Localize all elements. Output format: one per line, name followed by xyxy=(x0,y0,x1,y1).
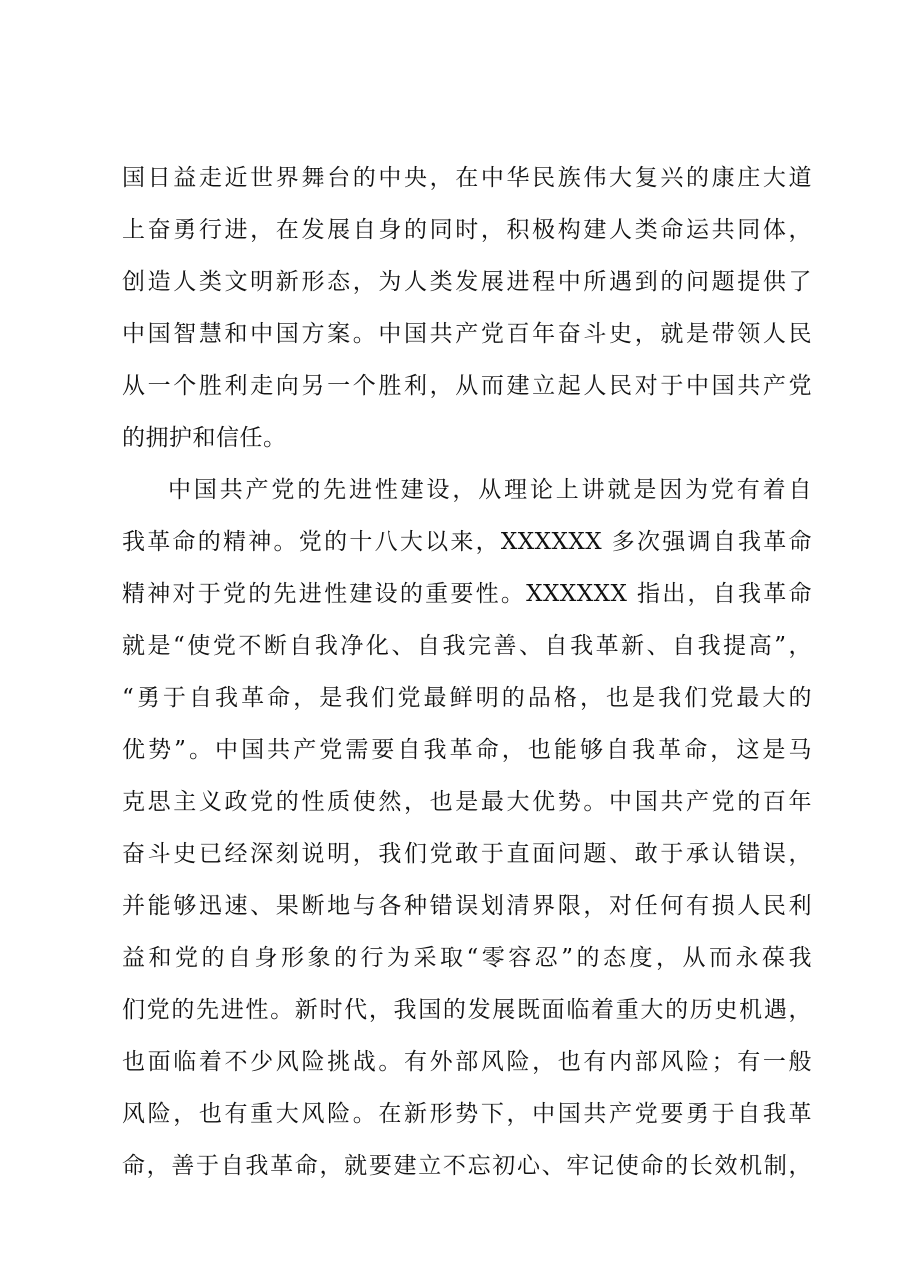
paragraph-2-line-1: 中国共产党的先进性建设，从理论上讲就是因为党有着自 xyxy=(168,477,812,503)
paragraph-2-line-8: 奋斗史已经深刻说明，我们党敢于直面问题、敢于承认错误， xyxy=(122,841,812,867)
paragraph-1-line-4: 中国智慧和中国方案。中国共产党百年奋斗史，就是带领人民 xyxy=(122,321,812,347)
paragraph-2-line-2: 我革命的精神。党的十八大以来，XXXXXX 多次强调自我革命 xyxy=(122,529,812,555)
paragraph-2-line-14: 命，善于自我革命，就要建立不忘初心、牢记使命的长效机制， xyxy=(122,1153,812,1179)
paragraph-2-line-6: 优势”。中国共产党需要自我革命，也能够自我革命，这是马 xyxy=(122,737,812,763)
paragraph-1-line-3: 创造人类文明新形态，为人类发展进程中所遇到的问题提供了 xyxy=(122,269,812,295)
paragraph-2-line-5: “勇于自我革命，是我们党最鲜明的品格，也是我们党最大的 xyxy=(122,685,812,711)
paragraph-2-line-10: 益和党的自身形象的行为采取“零容忍”的态度，从而永葆我 xyxy=(122,945,812,971)
paragraph-1-line-2: 上奋勇行进，在发展自身的同时，积极构建人类命运共同体， xyxy=(122,217,812,243)
paragraph-2-line-13: 风险，也有重大风险。在新形势下，中国共产党要勇于自我革 xyxy=(122,1101,812,1127)
paragraph-2-line-12: 也面临着不少风险挑战。有外部风险，也有内部风险；有一般 xyxy=(122,1049,812,1075)
paragraph-1-line-5: 从一个胜利走向另一个胜利，从而建立起人民对于中国共产党 xyxy=(122,373,812,399)
paragraph-2-line-7: 克思主义政党的性质使然，也是最大优势。中国共产党的百年 xyxy=(122,789,812,815)
paragraph-2-line-11: 们党的先进性。新时代，我国的发展既面临着重大的历史机遇， xyxy=(122,997,812,1023)
paragraph-1-line-1: 国日益走近世界舞台的中央，在中华民族伟大复兴的康庄大道 xyxy=(122,165,812,191)
paragraph-1-line-6: 的拥护和信任。 xyxy=(122,425,287,451)
paragraph-2-line-3: 精神对于党的先进性建设的重要性。XXXXXX 指出，自我革命 xyxy=(122,581,812,607)
paragraph-2-line-9: 并能够迅速、果断地与各种错误划清界限，对任何有损人民利 xyxy=(122,893,812,919)
paragraph-2-line-4: 就是“使党不断自我净化、自我完善、自我革新、自我提高”， xyxy=(122,633,812,659)
